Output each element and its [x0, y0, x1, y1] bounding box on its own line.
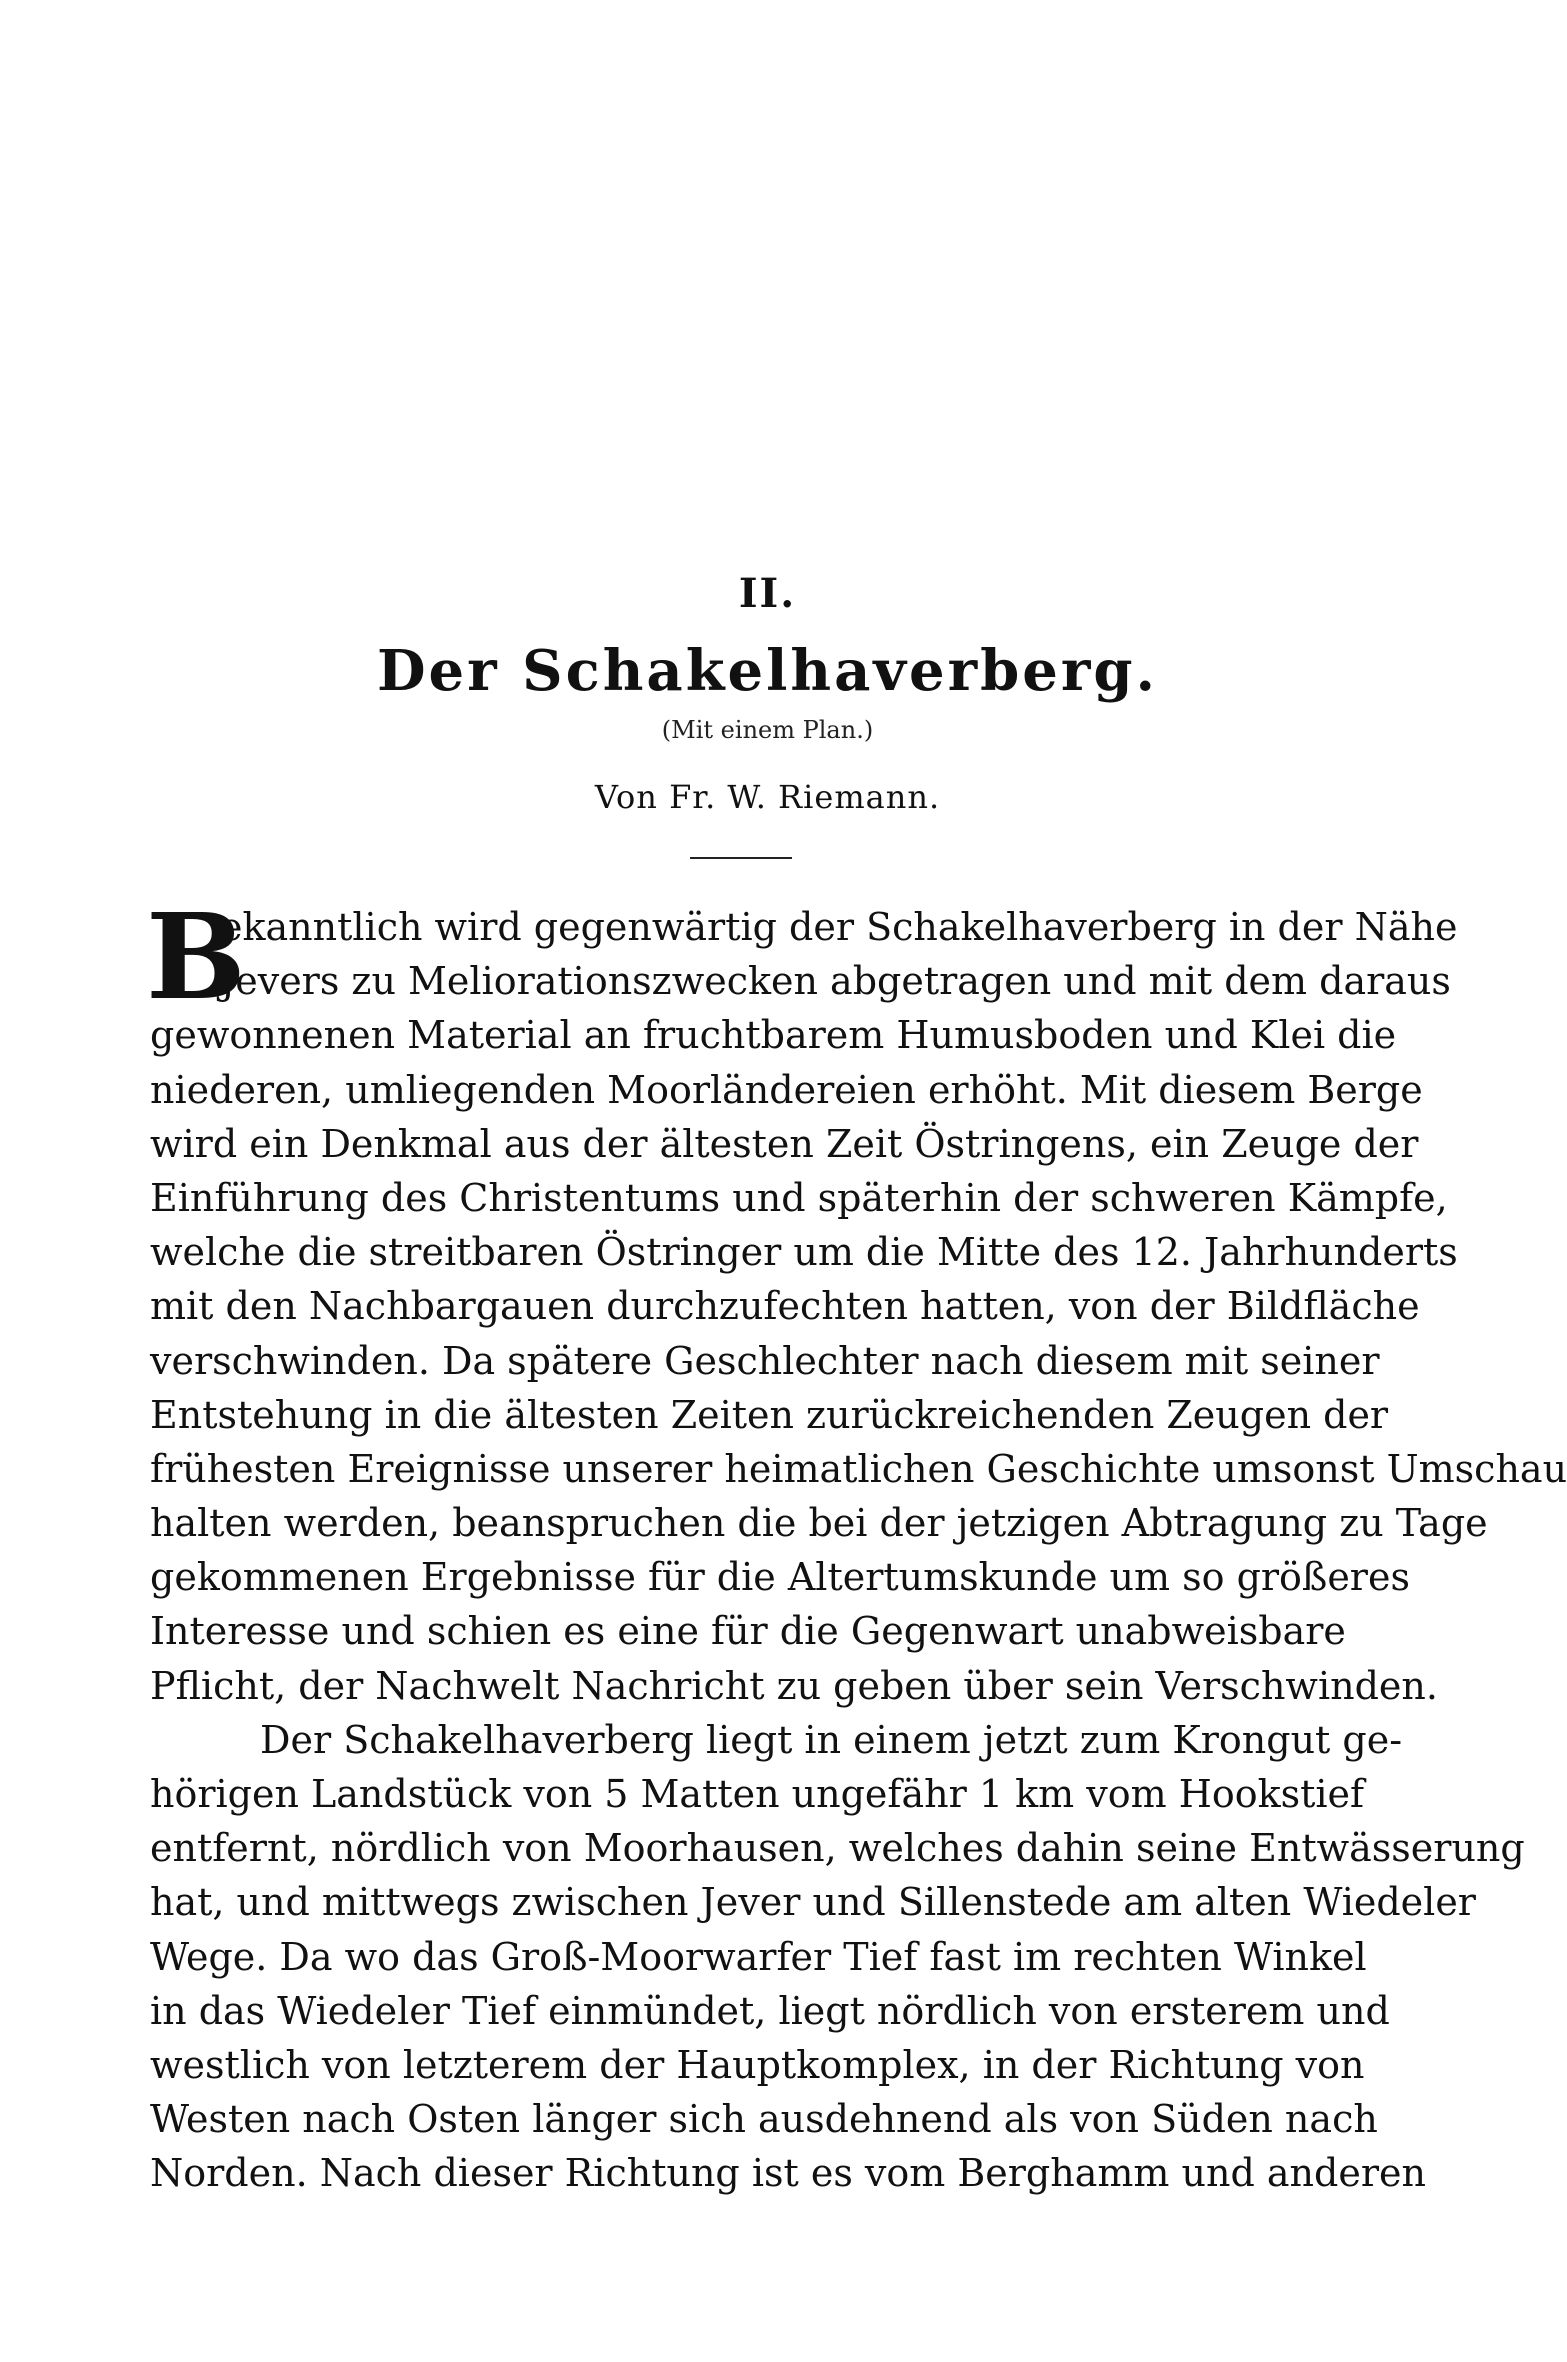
text-line: entfernt, nördlich von Moorhausen, welches dahin seine Entwässerung: [150, 1826, 1525, 1871]
text-line: halten werden, beanspruchen die bei der jetzigen Abtragung zu Tage: [150, 1501, 1488, 1546]
text-line: Entstehung in die ältesten Zeiten zurückreichenden Zeugen der: [150, 1392, 1389, 1437]
text-line: welche die streitbaren Östringer um die Mitte des 12. Jahrhunderts: [150, 1230, 1458, 1275]
text-line: Einführung des Christentums und späterhin der schweren Kämpfe,: [150, 1175, 1448, 1220]
separator-rule: [690, 857, 792, 859]
text-line: Jevers zu Meliorationszwecken abgetragen und mit dem daraus: [220, 959, 1451, 1004]
text-line: westlich von letzterem der Hauptkomplex, in der Richtung von: [150, 2042, 1365, 2087]
text-line: Interesse und schien es eine für die Gegenwart unabweisbare: [150, 1609, 1346, 1654]
text-line: gewonnenen Material an fruchtbarem Humusboden und Klei die: [150, 1013, 1397, 1058]
text-line: in das Wiedeler Tief einmündet, liegt nördlich von ersterem und: [150, 1988, 1390, 2033]
text-line: hat, und mittwegs zwischen Jever und Sillenstede am alten Wiedeler: [150, 1880, 1476, 1925]
body-text: [146, 887, 1567, 2201]
text-line: Westen nach Osten länger sich ausdehnend als von Süden nach: [150, 2097, 1378, 2142]
text-line: Wege. Da wo das Groß-Moorwarfer Tief fast im rechten Winkel: [150, 1934, 1367, 1979]
text-line: frühesten Ereignisse unserer heimatlichen Geschichte umsonst Umschau: [150, 1446, 1567, 1491]
text-line: wird ein Denkmal aus der ältesten Zeit Östringens, ein Zeuge der: [150, 1121, 1419, 1166]
text-line: Der Schakelhaverberg liegt in einem jetzt zum Krongut ge-: [260, 1717, 1403, 1762]
author-line: Von Fr. W. Riemann.: [594, 778, 941, 816]
text-line: gekommenen Ergebnisse für die Altertumskunde um so größeres: [150, 1555, 1410, 1600]
chapter-number: II.: [738, 570, 797, 617]
text-line: hörigen Landstück von 5 Matten ungefähr 1 km vom Hookstief: [150, 1772, 1365, 1816]
text-line: mit den Nachbargauen durchzufechten hatten, von der Bildfläche: [150, 1284, 1420, 1329]
chapter-subtitle: (Mit einem Plan.): [661, 716, 874, 744]
text-line: Pflicht, der Nachwelt Nachricht zu geben über sein Verschwinden.: [150, 1663, 1438, 1708]
text-line: ekanntlich wird gegenwärtig der Schakelhaverberg in der Nähe: [220, 905, 1458, 949]
text-line: niederen, umliegenden Moorländereien erhöht. Mit diesem Berge: [150, 1067, 1423, 1112]
text-line: Norden. Nach dieser Richtung ist es vom Berghamm und anderen: [150, 2151, 1426, 2196]
drop-cap: B: [146, 887, 246, 1026]
chapter-title: Der Schakelhaverberg.: [376, 638, 1159, 704]
text-line: verschwinden. Da spätere Geschlechter nach diesem mit seiner: [150, 1338, 1380, 1383]
